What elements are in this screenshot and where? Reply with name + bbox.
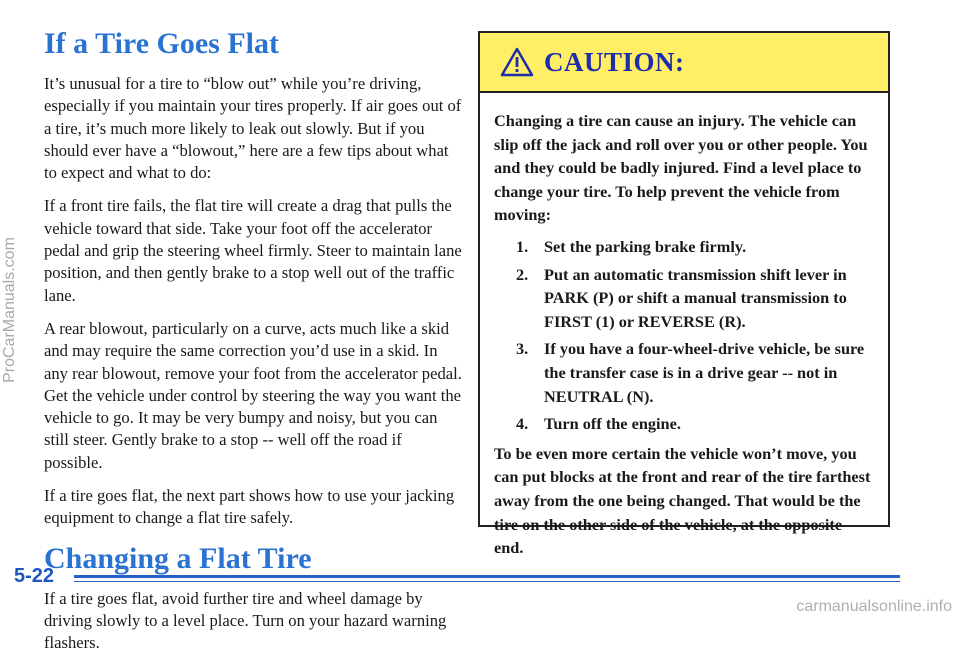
section-heading-changing-tire: Changing a Flat Tire bbox=[44, 541, 312, 575]
step-text: If you have a four-wheel-drive vehicle, be sure the transfer case is in a drive gear -- not in NEUTRAL (N). bbox=[544, 339, 865, 406]
caution-step bbox=[494, 235, 874, 259]
step-number: 2. bbox=[516, 264, 529, 284]
step-text: Put an automatic transmission shift lever in PARK (P) or shift a manual transmission to FIRST (1) or REVERSE (R). bbox=[544, 264, 847, 331]
caution-box bbox=[478, 31, 890, 558]
caution-outro: To be even more certain the vehicle won’t move, you can put blocks at the front and rear of the tire farthest away from the one being changed. That would be the tire on the other side of the vehicle, at the opposite end. bbox=[494, 443, 871, 558]
warning-triangle-icon bbox=[500, 47, 534, 77]
caution-step bbox=[494, 412, 874, 436]
step-number: 3. bbox=[516, 339, 529, 359]
side-watermark bbox=[0, 0, 20, 620]
page-footer bbox=[14, 565, 890, 595]
caution-intro: Changing a tire can cause an injury. The vehicle can slip off the jack and roll over you or other people. You and they could be badly injured. Find a level place to change your tire. To help prevent the vehicle from moving: bbox=[494, 111, 868, 225]
caution-body bbox=[480, 93, 888, 560]
footer-rule-thick bbox=[74, 575, 900, 578]
step-number: 4. bbox=[516, 414, 529, 434]
caution-step bbox=[494, 263, 874, 334]
paragraph-next-part: If a tire goes flat, the next part shows how to use your jacking equipment to change a flat tire safely. bbox=[44, 486, 455, 528]
caution-title: CAUTION: bbox=[544, 46, 685, 77]
section-heading-flat-tire: If a Tire Goes Flat bbox=[44, 27, 279, 60]
bottom-watermark: carmanualsonline.info bbox=[796, 598, 952, 615]
step-text: Turn off the engine. bbox=[544, 414, 681, 434]
page-number: 5-22 bbox=[14, 565, 55, 587]
step-number: 1. bbox=[516, 236, 529, 256]
paragraph-rear-blowout: A rear blowout, particularly on a curve, acts much like a skid and may require the same correction you’d use in a skid. In any rear blowout, remove your foot from the accelerator pedal. Get the vehicle under control by steering the way you want the vehicle to go. It may be very bumpy and noisy, but you can still steer. Gently brake to a stop -- well off the road if possible. bbox=[44, 318, 462, 472]
paragraph-front-tire: If a front tire fails, the flat tire will create a drag that pulls the vehicle toward that side. Take your foot off the accelerator pedal and grip the steering wheel firmly. Steer to maintain lane position, and then gently brake to a stop well out of the traffic lane. bbox=[44, 196, 462, 305]
side-watermark-text: ProCarManuals.com bbox=[1, 237, 19, 383]
paragraph-intro: It’s unusual for a tire to “blow out” while you’re driving, especially if you maintain your tires properly. If air goes out of a tire, it’s much more likely to leak out slowly. But if you should ever have a “blowout,” here are a few tips about what to expect and what to do: bbox=[44, 74, 462, 183]
paragraph-hazard: If a tire goes flat, avoid further tire and wheel damage by driving slowly to a level place. Turn on your hazard warning flashers. bbox=[44, 588, 447, 653]
step-text: Set the parking brake firmly. bbox=[544, 236, 747, 256]
caution-banner bbox=[480, 33, 888, 93]
caution-steps bbox=[494, 235, 874, 436]
footer-rule-thin bbox=[74, 581, 900, 582]
caution-step bbox=[494, 337, 874, 408]
